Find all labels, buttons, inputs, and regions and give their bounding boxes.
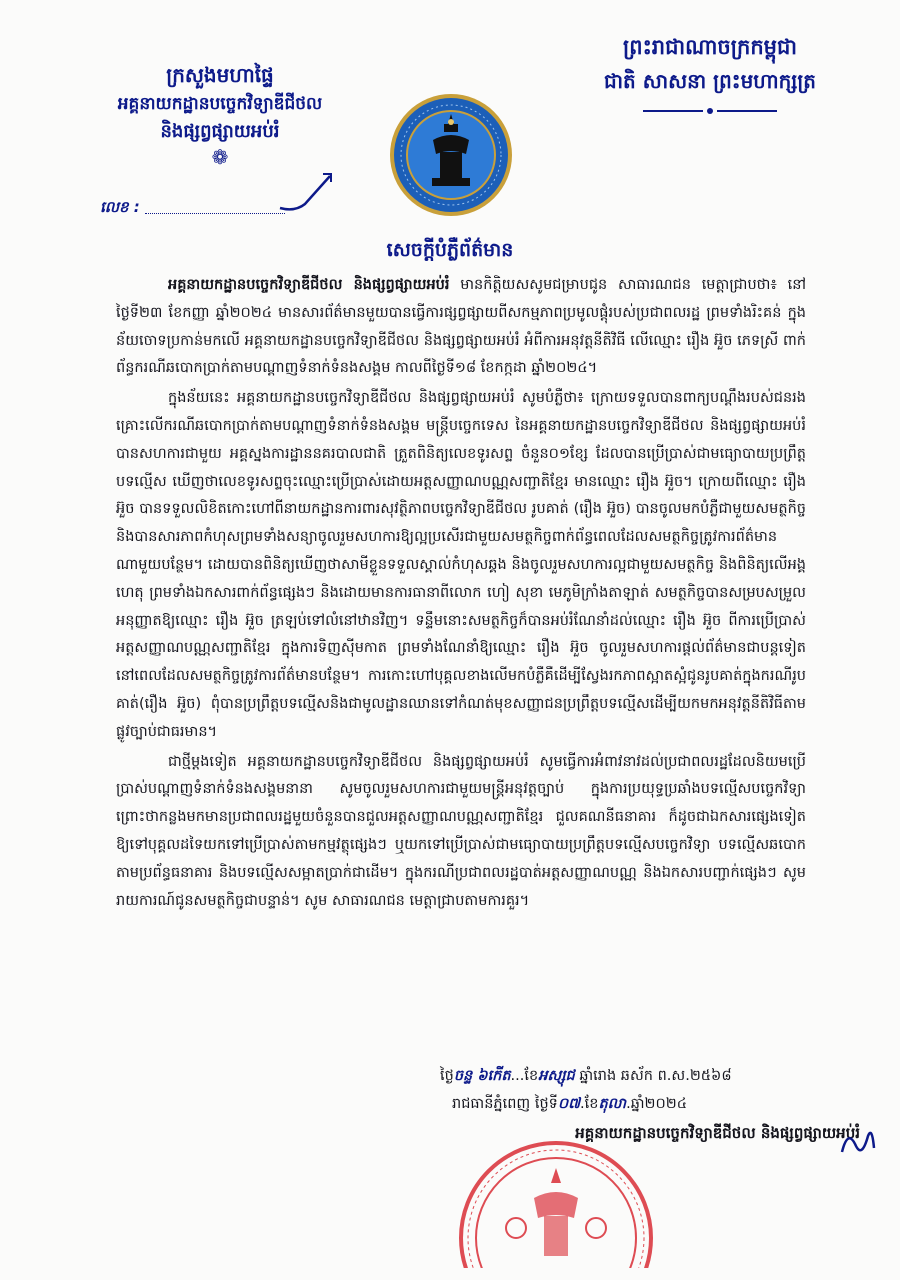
department-name: អគ្គនាយកដ្ឋានបច្ចេកវិទ្យាឌីជីថល [117,94,323,114]
department-logo-icon [388,92,514,218]
reference-label: លេខ : [100,198,140,216]
ministry-name: ក្រសួងមហាផ្ទៃ [166,63,274,87]
lunar-month-handwritten: អស្សុជ [538,1068,575,1084]
ornament-icon: ❁ [211,145,229,169]
signer-name: អគ្គនាយកដ្ឋានបច្ចេកវិទ្យាឌីជីថល និងផ្សព្វផ្សាយអប់រំ [575,1124,860,1142]
national-motto: ជាតិ សាសនា ព្រះមហាក្សត្រ [604,69,816,93]
paragraph-1-lead: អគ្គនាយកដ្ឋានបច្ចេកវិទ្យាឌីជីថល និងផ្សព្វផ្សាយអប់រំ [168,277,450,293]
paragraph-3: ជាថ្មីម្តងទៀត អគ្គនាយកដ្ឋានបច្ចេកវិទ្យាឌីជីថល និងផ្សព្វផ្សាយអប់រំ សូមធ្វើការអំពាវនាវដល់ប្រជាពលរដ្ឋដែលនិយមប្រើប្រាស់បណ្តាញទំនាក់ទំនងសង្គមនានា សូមចូលរួមសហការជាមួយមន្ត្រីអនុវត្តច្បាប់ ក្នុងការប្រយុទ្ធប្រឆាំងបទល្មើសបច្ចេកវិទ្យា ព្រោះថាកន្លងមកមានប្រជាពលរដ្ឋមួយចំនួនបានជួលអត្តសញ្ញាណបណ្ណសញ្ជាតិខ្មែរ ជួលគណនីធនាគារ ក៏ដូចជាឯកសារផ្សេងទៀតឱ្យទៅបុគ្គលដទៃយកទៅប្រើប្រាស់តាមកម្មវត្ថុផ្សេងៗ ឬយកទៅប្រើប្រាស់ជាមធ្យោបាយប្រព្រឹត្តបទល្មើសបច្ចេកវិទ្យា បទល្មើសឆបោកតាមប្រព័ន្ធធនាគារ និងបទល្មើសសម្អាតប្រាក់ជាដើម។ ក្នុងករណីប្រជាពលរដ្ឋបាត់អត្តសញ្ញាណបណ្ណ និងឯកសារបញ្ជាក់ផ្សេងៗ សូមរាយការណ៍ជូនសមត្ថកិច្ចជាបន្ទាន់។ សូម សាធារណជន មេត្តាជ្រាបតាមការគួរ។ [116,753,806,909]
day-handwritten: ០៧ [557,1096,581,1112]
ministry-header [70,60,370,168]
place-name: រាជធានីភ្នំពេញ [452,1096,531,1112]
date-block [440,1062,860,1118]
reference-number [100,198,310,220]
lunar-day-handwritten: ចន្ទ ៦កើត [453,1068,511,1084]
signature-icon [838,1122,878,1162]
paragraph-2: ក្នុងន័យនេះ អគ្គនាយកដ្ឋានបច្ចេកវិទ្យាឌីជីថល និងផ្សព្វផ្សាយអប់រំ សូមបំភ្លឺថា៖ ក្រោយទទួលបានពាក្យបណ្តឹងរបស់ជនរងគ្រោះលើករណីឆបោកប្រាក់តាមបណ្តាញទំនាក់ទំនងសង្គម មន្ត្រីបច្ចេកទេស នៃអគ្គនាយកដ្ឋានបច្ចេកវិទ្យាឌីជីថល និងផ្សព្វផ្សាយអប់រំ បានសហការជាមួយ អគ្គស្នងការដ្ឋាននគរបាលជាតិ ត្រួតពិនិត្យលេខទូរសព្ទ ចំនួន០១ខ្សែ ដែលបានប្រើប្រាស់ជាមធ្យោបាយប្រព្រឹត្តបទល្មើស ឃើញថាលេខទូរសព្ទចុះឈ្មោះប្រើប្រាស់ដោយអត្តសញ្ញាណបណ្ណសញ្ជាតិខ្មែរ មានឈ្មោះ រឿង អ៊ួច។ ក្រោយពីឈ្មោះ រឿង អ៊ួច បានទទួលលិខិតកោះហៅពីនាយកដ្ឋានការពារសុវត្ថិភាពបច្ចេកវិទ្យាឌីជីថល រូបគាត់ (រឿង អ៊ួច) បានចូលមកបំភ្លឺជាមួយសមត្ថកិច្ចនិងបានសារភាពកំហុសព្រមទាំងសន្យាចូលរួមសហការឱ្យល្អប្រសើរជាមួយសមត្ថកិច្ចពាក់ព័ន្ធពេលដែលសមត្ថកិច្ចត្រូវការព័ត៌មានណាមួយបន្ថែម។ ដោយបានពិនិត្យឃើញថាសាមីខ្លួនទទួលស្គាល់កំហុសឆ្គង និងចូលរួមសហការល្អជាមួយសមត្ថកិច្ច និងពិនិត្យលើអង្គហេតុ ព្រមទាំងឯកសារពាក់ព័ន្ធផ្សេងៗ និងដោយមានការធានាពីលោក ហៀ សុខា មេភូមិក្រាំងតាឡាត់ សមត្ថកិច្ចបានសម្របសម្រួលអនុញ្ញាតឱ្យឈ្មោះ រឿង អ៊ួច ត្រឡប់ទៅលំនៅឋានវិញ។ ទន្ទឹមនោះសមត្ថកិច្ចក៏បានអប់រំណែនាំដល់ឈ្មោះ រឿង អ៊ួច ពីការប្រើប្រាស់អត្តសញ្ញាណបណ្ណសញ្ជាតិខ្មែរ ក្នុងការទិញស៊ីមកាត ព្រមទាំងណែនាំឱ្យឈ្មោះ រឿង អ៊ួច ចូលរួមសហការផ្តល់ព័ត៌មានជាបន្តទៀតនៅពេលដែលសមត្ថកិច្ចត្រូវការព័ត៌មានបន្ថែម។ ការកោះហៅបុគ្គលខាងលើមកបំភ្លឺគឺដើម្បីស្វែងរកភាពស្អាតស្អំជូនរូបគាត់ក្នុងករណីរូបគាត់(រឿង អ៊ួច) ពុំបានប្រព្រឹត្តបទល្មើសនិងជាមូលដ្ឋានឈានទៅកំណត់មុខសញ្ញាជនប្រព្រឹត្តបទល្មើសដើម្បីយកមកអនុវត្តនីតិវិធីតាមផ្លូវច្បាប់ជាធរមាន។ [116,390,806,740]
handwritten-check-icon [275,168,335,218]
paragraph-1 [116,272,806,383]
paragraph-1-text: មានកិត្តិយសសូមជម្រាបជូន សាធារណជន មេត្តាជ្រាបថា៖ នៅថ្ងៃទី២៣ ខែកញ្ញា ឆ្នាំ២០២៤ មានសារព័ត៌មានមួយបានធ្វើការផ្សព្វផ្សាយពីសកម្មភាពប្រមូលផ្តុំរបស់ប្រជាពលរដ្ឋ ព្រមទាំងរិះគន់ ក្នុងន័យចោទប្រកាន់មកលើ អគ្គនាយកដ្ឋានបច្ចេកវិទ្យាឌីជីថល និងផ្សព្វផ្សាយអប់រំ អំពីការអនុវត្តនីតិវិធី លើឈ្មោះ រឿង អ៊ួច ភេទស្រី ពាក់ព័ន្ធករណីឆបោកប្រាក់តាមបណ្តាញទំនាក់ទំនងសង្គម កាលពីថ្ងៃទី១៨ ខែកក្កដា ឆ្នាំ២០២៤។ [116,277,807,377]
document-title: សេចក្តីបំភ្លឺព័ត៌មាន [386,239,514,261]
kingdom-name: ព្រះរាជាណាចក្រកម្ពុជា [622,35,797,59]
kingdom-header [560,30,860,114]
lunar-date: ថ្ងៃចន្ទ ៦កើត...ខែអស្សុជ ឆ្នាំរោង ឆស័ក ព.ស.២៥៦៨ [440,1068,732,1084]
department-name-2: និងផ្សព្វផ្សាយអប់រំ [160,121,280,142]
document-body [116,272,806,915]
gregorian-date: រាជធានីភ្នំពេញ ថ្ងៃទី០៧.ខែតុលា.ឆ្នាំ២០២៤ [452,1096,687,1112]
motto-ornament-icon [560,108,860,114]
month-handwritten: តុលា [598,1096,627,1112]
official-seal-icon [456,1128,656,1268]
reference-dotted-line [145,201,285,214]
